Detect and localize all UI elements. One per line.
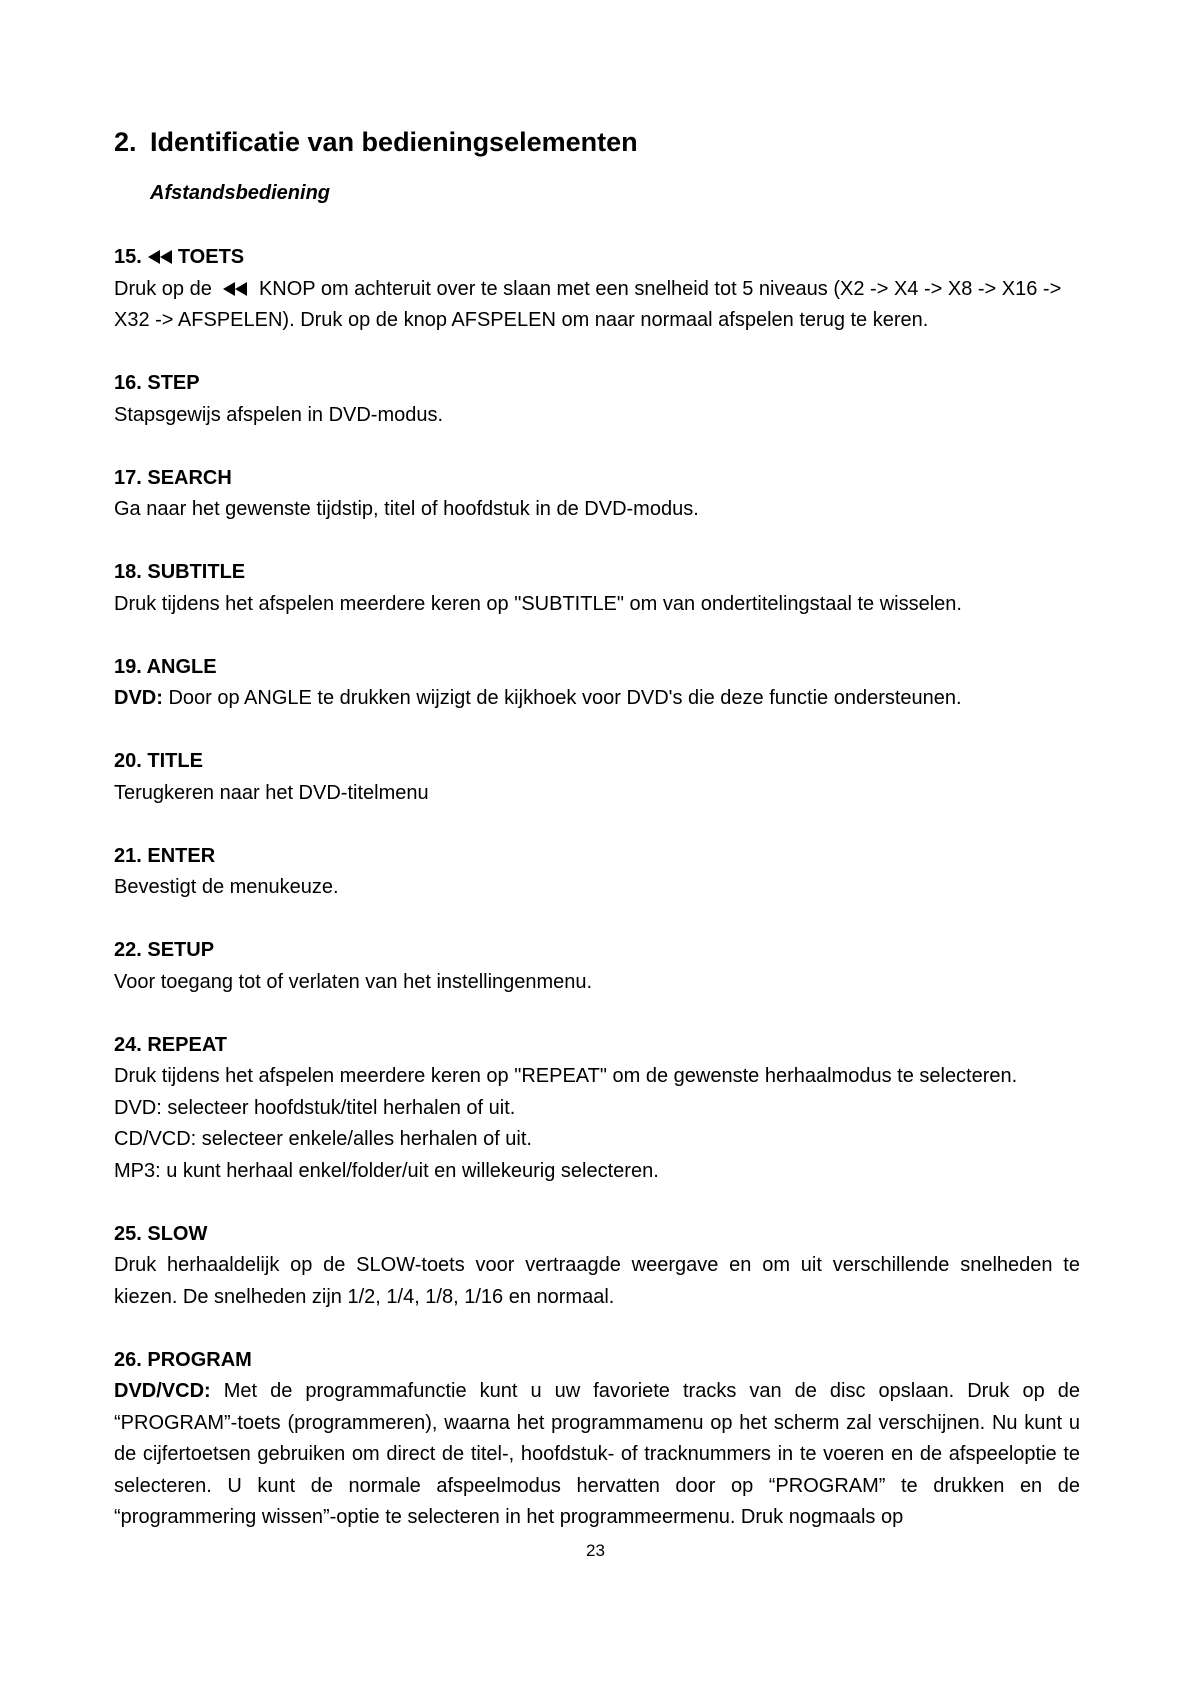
section-heading-number: 2. — [114, 127, 137, 157]
item-24-line: CD/VCD: selecteer enkele/alles herhalen of uit. — [114, 1128, 532, 1150]
item-25-title: 25. SLOW — [114, 1222, 208, 1245]
item-26-title: 26. PROGRAM — [114, 1348, 252, 1371]
item-24-title: 24. REPEAT — [114, 1033, 227, 1056]
item-19-title: 19. ANGLE — [114, 655, 217, 678]
section-heading-title: Identificatie van bedieningselementen — [150, 127, 638, 157]
item-20 — [114, 746, 1080, 809]
item-26-label: DVD/VCD: — [114, 1380, 211, 1402]
item-22-title: 22. SETUP — [114, 939, 215, 961]
item-20-title: 20. TITLE — [114, 750, 203, 772]
item-19-text: DVD: Door op ANGLE te drukken wijzigt de kijkhoek voor DVD's die deze functie ondersteunen. — [114, 687, 962, 709]
item-25-text: Druk herhaaldelijk op de SLOW-toets voor vertraagde weergave en om uit verschillende snelheden te kiezen. De snelheden zijn 1/2, 1/4, 1/8, 1/16 en normaal. — [114, 1254, 1080, 1308]
item-16-text: Stapsgewijs afspelen in DVD-modus. — [114, 403, 444, 426]
item-16 — [114, 368, 1080, 431]
item-18-title: 18. SUBTITLE — [114, 561, 246, 583]
item-15-title: 15. TOETS — [114, 246, 245, 268]
item-16-title: 16. STEP — [114, 372, 200, 394]
item-15-text: Druk op de KNOP om achteruit over te slaan met een snelheid tot 5 niveaus (X2 -> X4 -> X8 -> X16 -> X32 -> AFSPELEN). Druk op de knop AFSPELEN om naar normaal afspelen terug te keren. — [114, 277, 1062, 331]
item-17-text: Ga naar het gewenste tijdstip, titel of hoofdstuk in de DVD-modus. — [114, 498, 699, 520]
section-heading — [114, 127, 638, 158]
item-21-title: 21. ENTER — [114, 844, 216, 867]
item-21-text: Bevestigt de menukeuze. — [114, 876, 339, 898]
page-number: 23 — [586, 1541, 605, 1560]
item-15 — [114, 242, 1080, 337]
item-24-line: DVD: selecteer hoofdstuk/titel herhalen of uit. — [114, 1096, 516, 1119]
item-22-text: Voor toegang tot of verlaten van het instellingenmenu. — [114, 970, 593, 993]
item-19 — [114, 652, 1080, 715]
item-17 — [114, 463, 1080, 526]
item-25 — [114, 1219, 1080, 1314]
item-24 — [114, 1030, 1080, 1188]
rewind-icon — [221, 281, 249, 297]
item-26-text: DVD/VCD: Met de programmafunctie kunt u uw favoriete tracks van de disc opslaan. Druk op de “PROGRAM”-toets (programmeren), waarna het programmamenu op het scherm zal verschijnen. Nu kunt u de cijfertoetsen gebruiken om direct de titel-, hoofdstuk- of tracknummers in te voeren en de afspeeloptie te selecteren. U kunt de normale afspeelmodus hervatten door op “PROGRAM” te drukken en de “programmering wissen”-optie te selecteren in het programmeermenu. Druk nogmaals op — [114, 1380, 1080, 1528]
item-17-title: 17. SEARCH — [114, 466, 232, 489]
item-21 — [114, 841, 1080, 904]
item-22 — [114, 935, 1080, 998]
item-18-text: Druk tijdens het afspelen meerdere keren op "SUBTITLE" om van ondertitelingstaal te wisselen. — [114, 592, 962, 615]
item-26 — [114, 1345, 1080, 1534]
item-18 — [114, 557, 1080, 620]
item-20-text: Terugkeren naar het DVD-titelmenu — [114, 781, 429, 804]
document-body — [114, 242, 1080, 1565]
item-24-line: Druk tijdens het afspelen meerdere keren op "REPEAT" om de gewenste herhaalmodus te selecteren. — [114, 1065, 1018, 1087]
item-19-label: DVD: — [114, 687, 163, 709]
rewind-icon — [146, 249, 174, 265]
item-24-line: MP3: u kunt herhaal enkel/folder/uit en willekeurig selecteren. — [114, 1159, 659, 1182]
subheading: Afstandsbediening — [150, 182, 331, 204]
